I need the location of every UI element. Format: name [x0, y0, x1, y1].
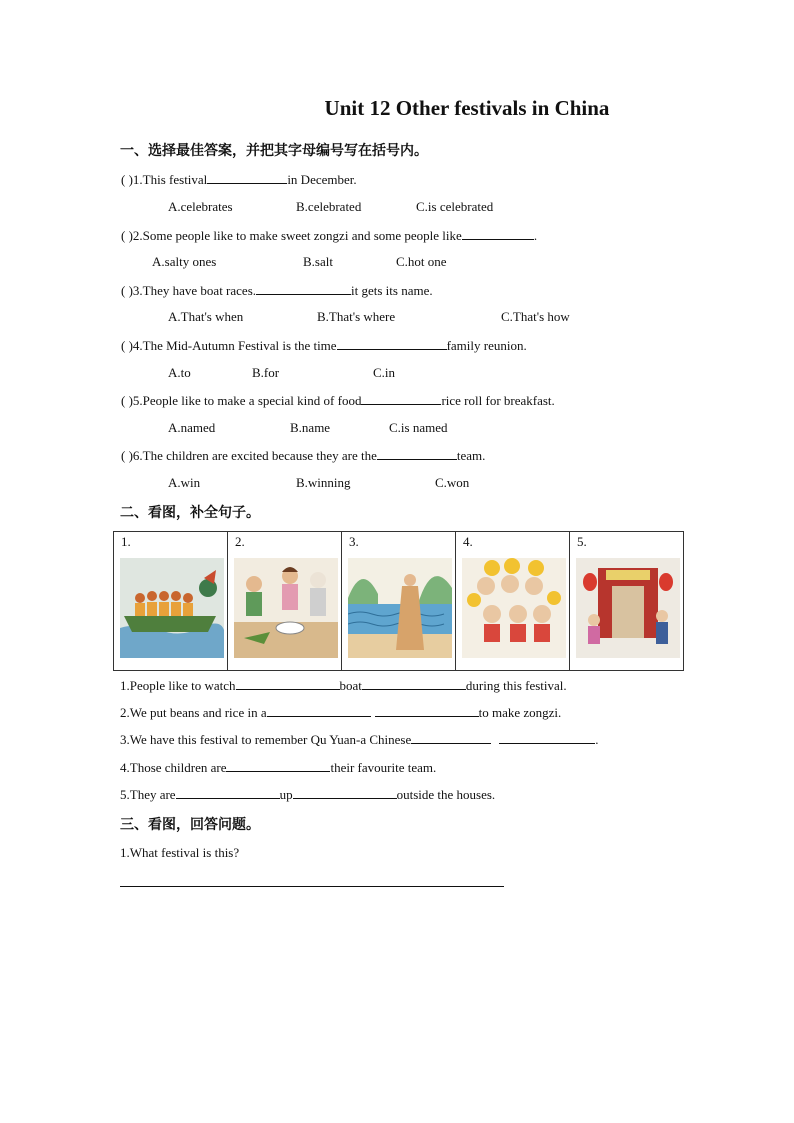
page-title: Unit 12 Other festivals in China: [324, 96, 610, 120]
option-b: B.winning: [296, 475, 351, 490]
answer-paren[interactable]: ( ): [121, 283, 133, 298]
option-b: B.celebrated: [296, 199, 362, 214]
section-3-heading: 三、看图，回答问题。: [120, 817, 260, 833]
fill-blank[interactable]: [375, 704, 479, 717]
picture-cell-3: [342, 532, 456, 671]
fill-blank[interactable]: [293, 786, 397, 799]
fill-blank[interactable]: [499, 731, 595, 744]
fill-blank[interactable]: [337, 337, 447, 350]
option-c: C.won: [435, 475, 470, 490]
option-c: C.is celebrated: [416, 199, 494, 214]
cell-number: 5.: [577, 534, 587, 549]
lanterns-house-image: [576, 558, 680, 658]
fill-blank[interactable]: [256, 282, 351, 295]
picture-cell-5: [570, 532, 684, 671]
sentence-3: 3.We have this festival to remember Qu Yuan-a Chinese .: [120, 732, 599, 747]
fill-blank[interactable]: [176, 786, 280, 799]
picture-table: [113, 531, 684, 671]
option-a: A.named: [168, 420, 216, 435]
fill-blank[interactable]: [411, 731, 491, 744]
question-3: ( )3.They have boat races. it gets its name.: [121, 283, 433, 298]
option-b: B.salt: [303, 254, 333, 269]
section-1-heading: 一、选择最佳答案，并把其字母编号写在括号内。: [120, 143, 428, 159]
option-a: A.salty ones: [152, 254, 217, 269]
option-b: B.for: [252, 365, 280, 380]
question-2: ( )2.Some people like to make sweet zongzi and some people like .: [121, 228, 538, 243]
section-2-heading: 二、看图，补全句子。: [120, 505, 260, 521]
fill-blank[interactable]: [207, 171, 287, 184]
option-a: A.That's when: [168, 309, 244, 324]
option-a: A.celebrates: [168, 199, 233, 214]
answer-line[interactable]: [120, 886, 504, 887]
cheering-children-image: [462, 558, 566, 658]
fill-blank[interactable]: [362, 677, 466, 690]
option-a: A.to: [168, 365, 191, 380]
answer-paren[interactable]: ( ): [121, 393, 133, 408]
cell-number: 1.: [121, 534, 131, 549]
sentence-4: 4.Those children are their favourite team.: [120, 760, 437, 775]
question-4: ( )4.The Mid-Autumn Festival is the time family reunion.: [121, 338, 527, 353]
picture-cell-2: [228, 532, 342, 671]
sentence-5: 5.They are up outside the houses.: [120, 787, 496, 802]
fill-blank[interactable]: [226, 759, 330, 772]
question-section3-1: 1.What festival is this?: [120, 845, 240, 860]
making-zongzi-image: [234, 558, 338, 658]
picture-cell-4: [456, 532, 570, 671]
option-b: B.name: [290, 420, 331, 435]
option-c: C.in: [373, 365, 396, 380]
cell-number: 3.: [349, 534, 359, 549]
answer-paren[interactable]: ( ): [121, 172, 133, 187]
fill-blank[interactable]: [377, 447, 457, 460]
fill-blank[interactable]: [236, 677, 340, 690]
answer-paren[interactable]: ( ): [121, 338, 133, 353]
option-c: C.That's how: [501, 309, 570, 324]
option-c: C.is named: [389, 420, 448, 435]
cell-number: 2.: [235, 534, 245, 549]
qu-yuan-image: [348, 558, 452, 658]
question-6: ( )6.The children are excited because they are the team.: [121, 448, 486, 463]
sentence-2: 2.We put beans and rice in a to make zongzi.: [120, 705, 562, 720]
fill-blank[interactable]: [267, 704, 371, 717]
fill-blank[interactable]: [462, 227, 534, 240]
cell-number: 4.: [463, 534, 473, 549]
question-1: ( )1.This festival in December.: [121, 172, 357, 187]
option-c: C.hot one: [396, 254, 447, 269]
sentence-1: 1.People like to watch boat during this festival.: [120, 678, 567, 693]
picture-cell-1: [114, 532, 228, 671]
answer-paren[interactable]: ( ): [121, 228, 133, 243]
dragon-boat-image: [120, 558, 224, 658]
answer-paren[interactable]: ( ): [121, 448, 133, 463]
question-5: ( )5.People like to make a special kind of food rice roll for breakfast.: [121, 393, 555, 408]
option-b: B.That's where: [317, 309, 396, 324]
fill-blank[interactable]: [361, 392, 441, 405]
option-a: A.win: [168, 475, 201, 490]
